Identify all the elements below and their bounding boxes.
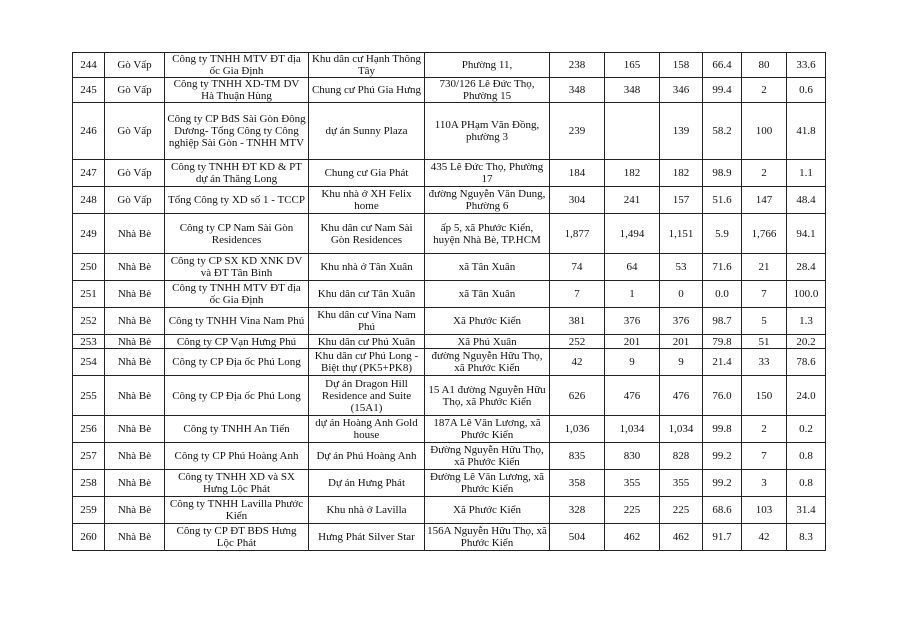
value-cell-2: 64: [605, 254, 660, 281]
district-cell: Gò Vấp: [105, 160, 165, 187]
table-row: [73, 103, 826, 160]
address-cell: 156A Nguyễn Hữu Thọ, xã Phước Kiển: [425, 524, 550, 551]
remaining-cell: 150: [742, 376, 787, 416]
value-cell-2: 225: [605, 497, 660, 524]
value-cell-1: 184: [550, 160, 605, 187]
district-cell: Nhà Bè: [105, 308, 165, 335]
percent-done-cell: 99.2: [703, 443, 742, 470]
percent-done-cell: 58.2: [703, 103, 742, 160]
project-cell: Dự án Hưng Phát: [309, 470, 425, 497]
value-cell-1: 304: [550, 187, 605, 214]
project-cell: Dự án Dragon Hill Residence and Suite (15A1): [309, 376, 425, 416]
value-cell-1: 239: [550, 103, 605, 160]
percent-done-cell: 98.7: [703, 308, 742, 335]
value-cell-1: 7: [550, 281, 605, 308]
district-cell: Nhà Bè: [105, 376, 165, 416]
company-cell: Công ty TNHH MTV ĐT địa ốc Gia Định: [165, 281, 309, 308]
stt-cell: 258: [73, 470, 105, 497]
percent-remaining-cell: 8.3: [787, 524, 826, 551]
address-cell: Xã Phước Kiển: [425, 308, 550, 335]
value-cell-3: 355: [660, 470, 703, 497]
value-cell-1: 835: [550, 443, 605, 470]
address-cell: Xã Phước Kiển: [425, 497, 550, 524]
address-cell: Xã Phú Xuân: [425, 335, 550, 349]
value-cell-3: 9: [660, 349, 703, 376]
percent-remaining-cell: 48.4: [787, 187, 826, 214]
stt-cell: 246: [73, 103, 105, 160]
district-cell: Gò Vấp: [105, 103, 165, 160]
table-row: [73, 335, 826, 349]
value-cell-1: 1,877: [550, 214, 605, 254]
value-cell-2: 348: [605, 78, 660, 103]
percent-done-cell: 98.9: [703, 160, 742, 187]
percent-remaining-cell: 0.2: [787, 416, 826, 443]
company-cell: Công ty CP Phú Hoàng Anh: [165, 443, 309, 470]
remaining-cell: 2: [742, 416, 787, 443]
value-cell-3: 139: [660, 103, 703, 160]
address-cell: ấp 5, xã Phước Kiển, huyện Nhà Bè, TP.HCM: [425, 214, 550, 254]
stt-cell: 245: [73, 78, 105, 103]
table-body: [73, 53, 826, 551]
project-cell: Khu nhà ở Tân Xuân: [309, 254, 425, 281]
table-row: [73, 497, 826, 524]
remaining-cell: 3: [742, 470, 787, 497]
table-row: [73, 376, 826, 416]
district-cell: Nhà Bè: [105, 335, 165, 349]
table-row: [73, 160, 826, 187]
percent-remaining-cell: 28.4: [787, 254, 826, 281]
stt-cell: 257: [73, 443, 105, 470]
table-row: [73, 214, 826, 254]
company-cell: Công ty TNHH An Tiến: [165, 416, 309, 443]
value-cell-3: 376: [660, 308, 703, 335]
district-cell: Nhà Bè: [105, 349, 165, 376]
remaining-cell: 5: [742, 308, 787, 335]
percent-remaining-cell: 31.4: [787, 497, 826, 524]
percent-remaining-cell: 78.6: [787, 349, 826, 376]
percent-done-cell: 51.6: [703, 187, 742, 214]
district-cell: Nhà Bè: [105, 497, 165, 524]
address-cell: xã Tân Xuân: [425, 254, 550, 281]
percent-remaining-cell: 41.8: [787, 103, 826, 160]
percent-done-cell: 99.2: [703, 470, 742, 497]
project-cell: dự án Hoàng Anh Gold house: [309, 416, 425, 443]
project-cell: Khu dân cư Vina Nam Phú: [309, 308, 425, 335]
value-cell-1: 381: [550, 308, 605, 335]
percent-remaining-cell: 1.3: [787, 308, 826, 335]
company-cell: Công ty CP Nam Sài Gòn Residences: [165, 214, 309, 254]
project-cell: Khu dân cư Hạnh Thông Tây: [309, 53, 425, 78]
project-cell: Khu dân cư Tân Xuân: [309, 281, 425, 308]
value-cell-1: 74: [550, 254, 605, 281]
value-cell-2: 165: [605, 53, 660, 78]
stt-cell: 244: [73, 53, 105, 78]
percent-remaining-cell: 100.0: [787, 281, 826, 308]
company-cell: Công ty CP Địa ốc Phú Long: [165, 376, 309, 416]
table-row: [73, 53, 826, 78]
percent-done-cell: 91.7: [703, 524, 742, 551]
percent-done-cell: 99.8: [703, 416, 742, 443]
address-cell: Phường 11,: [425, 53, 550, 78]
value-cell-2: 830: [605, 443, 660, 470]
district-cell: Nhà Bè: [105, 470, 165, 497]
remaining-cell: 100: [742, 103, 787, 160]
remaining-cell: 1,766: [742, 214, 787, 254]
district-cell: Gò Vấp: [105, 53, 165, 78]
remaining-cell: 33: [742, 349, 787, 376]
value-cell-1: 42: [550, 349, 605, 376]
value-cell-1: 626: [550, 376, 605, 416]
percent-remaining-cell: 0.8: [787, 470, 826, 497]
company-cell: Công ty TNHH ĐT KD & PT dự án Thăng Long: [165, 160, 309, 187]
value-cell-2: [605, 103, 660, 160]
percent-done-cell: 76.0: [703, 376, 742, 416]
remaining-cell: 7: [742, 443, 787, 470]
project-cell: Khu dân cư Phú Long - Biệt thự (PK5+PK8): [309, 349, 425, 376]
district-cell: Nhà Bè: [105, 416, 165, 443]
company-cell: Công ty TNHH MTV ĐT địa ốc Gia Định: [165, 53, 309, 78]
district-cell: Nhà Bè: [105, 524, 165, 551]
value-cell-1: 348: [550, 78, 605, 103]
project-cell: Khu dân cư Phú Xuân: [309, 335, 425, 349]
percent-done-cell: 79.8: [703, 335, 742, 349]
stt-cell: 256: [73, 416, 105, 443]
company-cell: Công ty CP SX KD XNK DV và ĐT Tân Bình: [165, 254, 309, 281]
remaining-cell: 2: [742, 160, 787, 187]
value-cell-2: 376: [605, 308, 660, 335]
stt-cell: 260: [73, 524, 105, 551]
address-cell: Đường Nguyễn Hữu Thọ, xã Phước Kiển: [425, 443, 550, 470]
project-cell: Chung cư Phú Gia Hưng: [309, 78, 425, 103]
company-cell: Công ty TNHH XD và SX Hưng Lộc Phát: [165, 470, 309, 497]
district-cell: Gò Vấp: [105, 78, 165, 103]
value-cell-3: 346: [660, 78, 703, 103]
district-cell: Nhà Bè: [105, 254, 165, 281]
percent-done-cell: 66.4: [703, 53, 742, 78]
value-cell-3: 225: [660, 497, 703, 524]
stt-cell: 254: [73, 349, 105, 376]
table-row: [73, 187, 826, 214]
table-row: [73, 416, 826, 443]
percent-remaining-cell: 20.2: [787, 335, 826, 349]
district-cell: Nhà Bè: [105, 214, 165, 254]
value-cell-2: 241: [605, 187, 660, 214]
percent-remaining-cell: 0.8: [787, 443, 826, 470]
table-row: [73, 308, 826, 335]
value-cell-3: 462: [660, 524, 703, 551]
table-row: [73, 524, 826, 551]
value-cell-1: 504: [550, 524, 605, 551]
value-cell-1: 252: [550, 335, 605, 349]
percent-remaining-cell: 0.6: [787, 78, 826, 103]
value-cell-1: 238: [550, 53, 605, 78]
remaining-cell: 2: [742, 78, 787, 103]
remaining-cell: 7: [742, 281, 787, 308]
table-row: [73, 78, 826, 103]
remaining-cell: 42: [742, 524, 787, 551]
address-cell: Đường Lê Văn Lương, xã Phước Kiển: [425, 470, 550, 497]
percent-remaining-cell: 1.1: [787, 160, 826, 187]
project-cell: dự án Sunny Plaza: [309, 103, 425, 160]
address-cell: 187A Lê Văn Lương, xã Phước Kiển: [425, 416, 550, 443]
remaining-cell: 21: [742, 254, 787, 281]
housing-projects-table: [72, 52, 826, 551]
company-cell: Công ty CP Vạn Hưng Phú: [165, 335, 309, 349]
district-cell: Gò Vấp: [105, 187, 165, 214]
table-row: [73, 443, 826, 470]
value-cell-2: 1: [605, 281, 660, 308]
address-cell: 730/126 Lê Đức Thọ, Phường 15: [425, 78, 550, 103]
table-row: [73, 281, 826, 308]
value-cell-1: 328: [550, 497, 605, 524]
company-cell: Công ty TNHH XD-TM DV Hà Thuận Hùng: [165, 78, 309, 103]
remaining-cell: 103: [742, 497, 787, 524]
stt-cell: 259: [73, 497, 105, 524]
percent-done-cell: 99.4: [703, 78, 742, 103]
percent-done-cell: 71.6: [703, 254, 742, 281]
project-cell: Khu dân cư Nam Sài Gòn Residences: [309, 214, 425, 254]
district-cell: Nhà Bè: [105, 443, 165, 470]
company-cell: Công ty CP ĐT BĐS Hưng Lộc Phát: [165, 524, 309, 551]
value-cell-3: 1,151: [660, 214, 703, 254]
project-cell: Dự án Phú Hoàng Anh: [309, 443, 425, 470]
value-cell-2: 1,034: [605, 416, 660, 443]
stt-cell: 249: [73, 214, 105, 254]
district-cell: Nhà Bè: [105, 281, 165, 308]
value-cell-3: 0: [660, 281, 703, 308]
value-cell-3: 157: [660, 187, 703, 214]
value-cell-1: 1,036: [550, 416, 605, 443]
value-cell-3: 53: [660, 254, 703, 281]
value-cell-3: 182: [660, 160, 703, 187]
table-row: [73, 349, 826, 376]
company-cell: Công ty TNHH Vina Nam Phú: [165, 308, 309, 335]
value-cell-3: 158: [660, 53, 703, 78]
address-cell: 435 Lê Đức Thọ, Phường 17: [425, 160, 550, 187]
company-cell: Công ty TNHH Lavilla Phước Kiển: [165, 497, 309, 524]
address-cell: đường Nguyễn Hữu Thọ, xã Phước Kiển: [425, 349, 550, 376]
company-cell: Công ty CP Địa ốc Phú Long: [165, 349, 309, 376]
value-cell-2: 1,494: [605, 214, 660, 254]
value-cell-2: 182: [605, 160, 660, 187]
address-cell: 110A PHạm Văn Đồng, phường 3: [425, 103, 550, 160]
remaining-cell: 51: [742, 335, 787, 349]
percent-remaining-cell: 24.0: [787, 376, 826, 416]
stt-cell: 248: [73, 187, 105, 214]
stt-cell: 250: [73, 254, 105, 281]
stt-cell: 247: [73, 160, 105, 187]
project-cell: Khu nhà ở XH Felix home: [309, 187, 425, 214]
project-cell: Hưng Phát Silver Star: [309, 524, 425, 551]
percent-done-cell: 0.0: [703, 281, 742, 308]
value-cell-2: 462: [605, 524, 660, 551]
address-cell: đường Nguyễn Văn Dung, Phường 6: [425, 187, 550, 214]
table-row: [73, 254, 826, 281]
stt-cell: 253: [73, 335, 105, 349]
company-cell: Tổng Công ty XD số 1 - TCCP: [165, 187, 309, 214]
stt-cell: 251: [73, 281, 105, 308]
value-cell-2: 355: [605, 470, 660, 497]
stt-cell: 255: [73, 376, 105, 416]
percent-done-cell: 5.9: [703, 214, 742, 254]
stt-cell: 252: [73, 308, 105, 335]
value-cell-2: 9: [605, 349, 660, 376]
remaining-cell: 147: [742, 187, 787, 214]
address-cell: xã Tân Xuân: [425, 281, 550, 308]
value-cell-3: 1,034: [660, 416, 703, 443]
company-cell: Công ty CP BđS Sài Gòn Đông Dương- Tổng Công ty Công nghiệp Sài Gòn - TNHH MTV: [165, 103, 309, 160]
value-cell-2: 201: [605, 335, 660, 349]
table-row: [73, 470, 826, 497]
address-cell: 15 A1 đường Nguyễn Hữu Thọ, xã Phước Kiển: [425, 376, 550, 416]
project-cell: Chung cư Gia Phát: [309, 160, 425, 187]
value-cell-1: 358: [550, 470, 605, 497]
remaining-cell: 80: [742, 53, 787, 78]
percent-done-cell: 21.4: [703, 349, 742, 376]
percent-remaining-cell: 33.6: [787, 53, 826, 78]
project-cell: Khu nhà ở Lavilla: [309, 497, 425, 524]
value-cell-2: 476: [605, 376, 660, 416]
value-cell-3: 476: [660, 376, 703, 416]
percent-remaining-cell: 94.1: [787, 214, 826, 254]
percent-done-cell: 68.6: [703, 497, 742, 524]
value-cell-3: 828: [660, 443, 703, 470]
value-cell-3: 201: [660, 335, 703, 349]
